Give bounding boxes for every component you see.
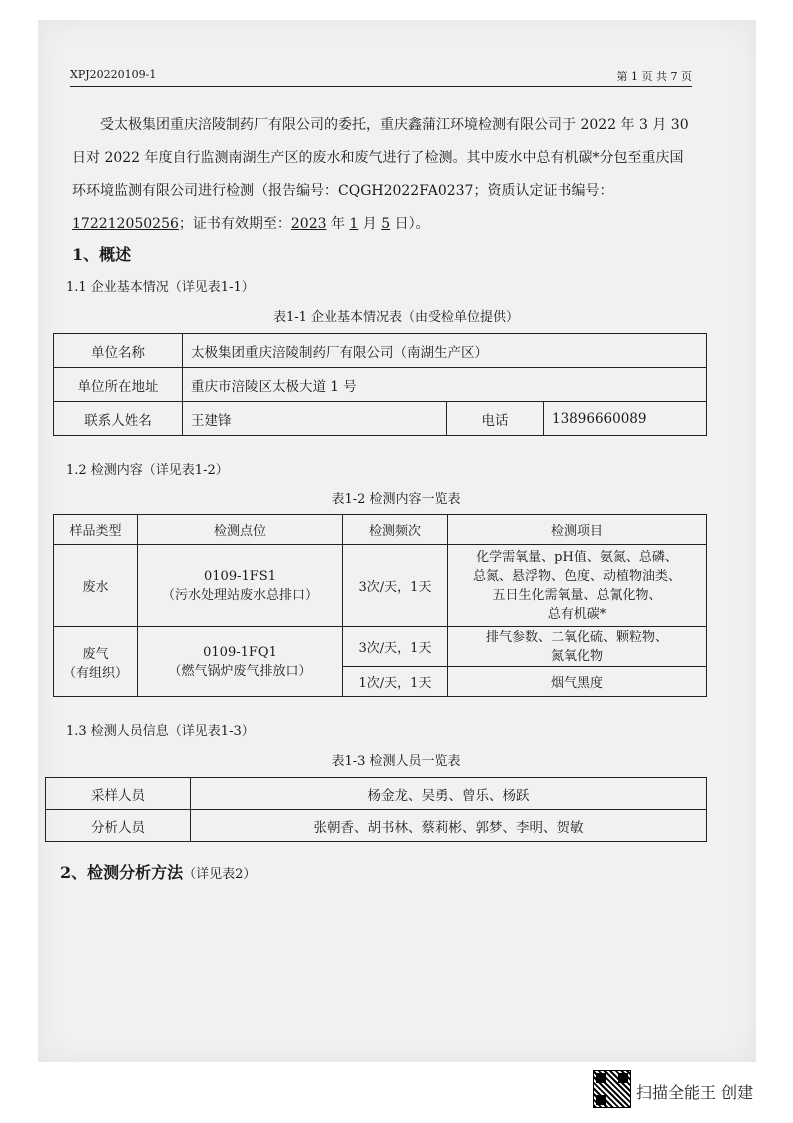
section-1-title: 1、概述 <box>72 245 132 264</box>
exhaust-items-1: 排气参数、二氧化硫、颗粒物、 氮氧化物 <box>448 627 707 667</box>
section-2-title: 2、检测分析方法（详见表2） <box>60 863 257 882</box>
wastewater-type: 废水 <box>54 545 138 627</box>
page-number: 第 1 页 共 7 页 <box>616 70 692 83</box>
page-header <box>70 68 692 87</box>
table-1-1-caption: 表1-1 企业基本情况表（由受检单位提供） <box>272 310 520 325</box>
subsection-1-3: 1.3 检测人员信息（详见表1-3） <box>66 724 255 739</box>
subsection-1-2: 1.2 检测内容（详见表1-2） <box>66 463 229 478</box>
header-sample-type: 样品类型 <box>54 515 138 545</box>
phone-label: 电话 <box>447 402 544 436</box>
analysis-label: 分析人员 <box>46 810 191 842</box>
cert-number: 172212050256 <box>72 216 179 232</box>
sampling-label: 采样人员 <box>46 778 191 810</box>
exhaust-items-2: 烟气黑度 <box>448 667 707 697</box>
exhaust-frequency-2: 1次/天，1天 <box>343 667 448 697</box>
exhaust-point: 0109-1FQ1 （燃气锅炉废气排放口） <box>138 627 343 697</box>
qr-code-icon <box>593 1070 631 1108</box>
personnel-table <box>45 777 707 842</box>
exhaust-frequency-1: 3次/天，1天 <box>343 627 448 667</box>
intro-paragraph: 受太极集团重庆涪陵制药厂有限公司的委托，重庆鑫蒲江环境检测有限公司于 2022 年 3 月 30 日对 2022 年度自行监测南湖生产区的废水和废气进行了检测。其中废水中总有机碳*分包至重庆国环环境监测有限公司进行检测（报告编号：CQGH2022FA0237；资质认定证书编号：172212050256；证书有效期至：2023 年 1 月 5 日）。 <box>72 117 689 232</box>
header-point: 检测点位 <box>138 515 343 545</box>
contact-value: 王建锋 <box>183 402 447 436</box>
sampling-value: 杨金龙、吴勇、曾乐、杨跃 <box>191 778 707 810</box>
test-content-table <box>53 514 707 697</box>
report-number: XPJ20220109-1 <box>70 68 157 81</box>
analysis-value: 张朝香、胡书林、蔡莉彬、郭梦、李明、贺敏 <box>191 810 707 842</box>
table-1-3-caption: 表1-3 检测人员一览表 <box>331 754 461 769</box>
expiry-month: 1 <box>349 216 359 232</box>
wastewater-point: 0109-1FS1 （污水处理站废水总排口） <box>138 545 343 627</box>
wastewater-frequency: 3次/天，1天 <box>343 545 448 627</box>
contact-label: 联系人姓名 <box>54 402 183 436</box>
exhaust-type: 废气 （有组织） <box>54 627 138 697</box>
unit-name-value: 太极集团重庆涪陵制药厂有限公司（南湖生产区） <box>183 334 707 368</box>
unit-name-label: 单位名称 <box>54 334 183 368</box>
wastewater-items: 化学需氧量、pH值、氨氮、总磷、 总氮、悬浮物、色度、动植物油类、 五日生化需氧量、总氰化物、 总有机碳* <box>448 545 707 627</box>
company-info-table <box>53 333 707 436</box>
address-value: 重庆市涪陵区太极大道 1 号 <box>183 368 707 402</box>
header-items: 检测项目 <box>448 515 707 545</box>
address-label: 单位所在地址 <box>54 368 183 402</box>
table-1-2-caption: 表1-2 检测内容一览表 <box>331 492 461 507</box>
scanner-watermark: 扫描全能王 创建 <box>636 1083 754 1102</box>
header-frequency: 检测频次 <box>343 515 448 545</box>
expiry-day: 5 <box>381 216 391 232</box>
subsection-1-1: 1.1 企业基本情况（详见表1-1） <box>66 280 255 295</box>
expiry-year: 2023 <box>290 216 327 232</box>
phone-value: 13896660089 <box>544 402 707 436</box>
